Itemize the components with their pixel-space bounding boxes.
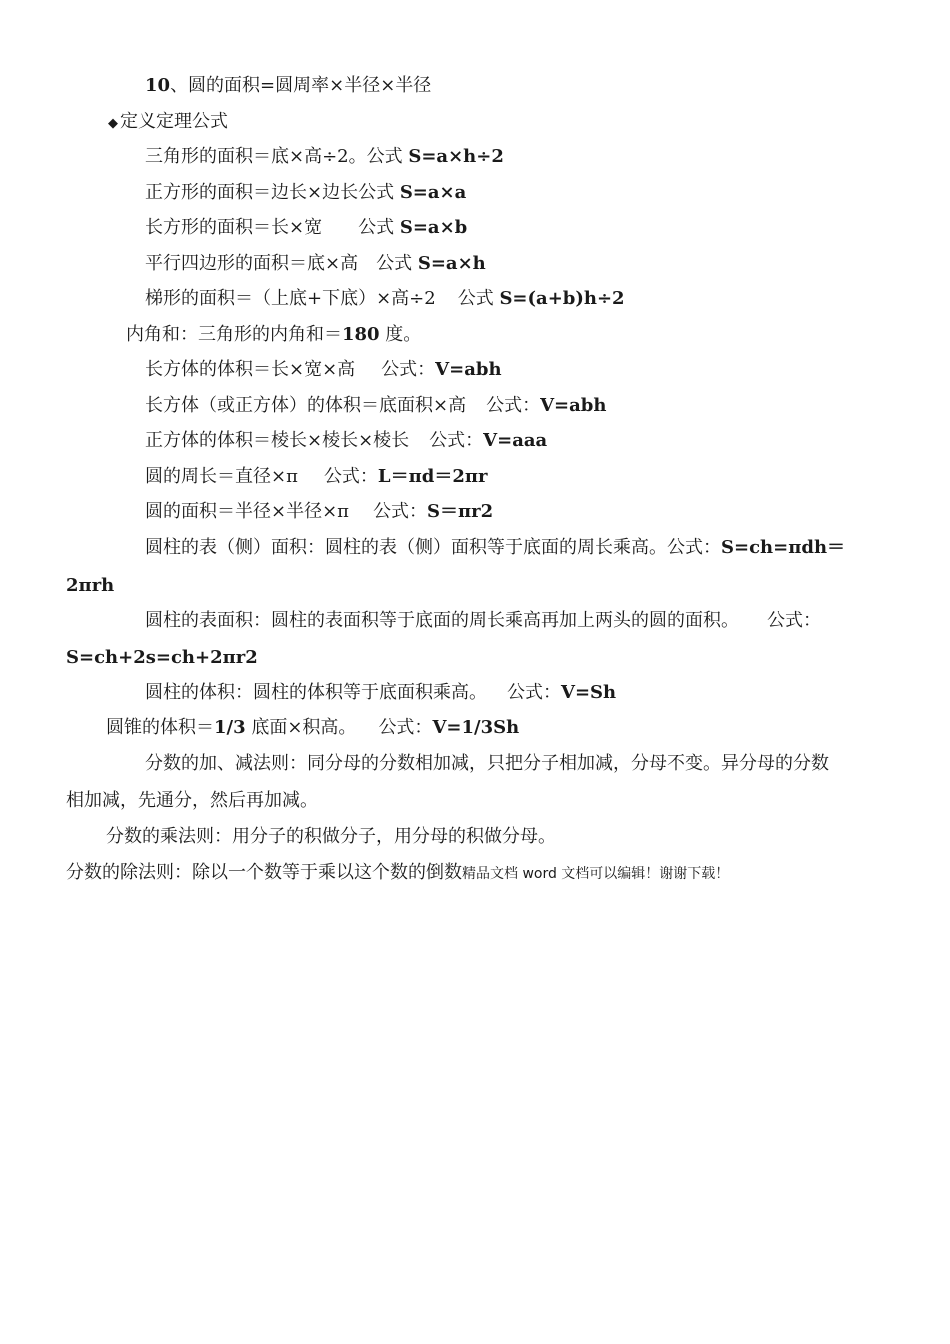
- circumference-text: 圆的周长＝直径×π: [145, 466, 298, 487]
- rectangle-label: 公式: [358, 217, 400, 238]
- cone-text: 圆锥的体积＝: [106, 717, 214, 738]
- cylinder-volume: [145, 681, 616, 705]
- triangle-formula: S=a×h÷2: [408, 146, 504, 167]
- cuboid-or-cube-text: 长方体（或正方体）的体积＝底面积×高: [145, 395, 467, 416]
- circle-area-formula: S＝πr2: [427, 501, 494, 522]
- fraction-add-rule-cont: 相加减，先通分，然后再加减。: [66, 790, 318, 811]
- rectangle-formula: S=a×b: [399, 217, 468, 238]
- rectangle-area: [145, 216, 467, 240]
- cylinder-lateral-text: 圆柱的表（侧）面积：圆柱的表（侧）面积等于底面的周长乘高。公式：: [145, 537, 721, 558]
- cuboid-formula: V=abh: [435, 359, 502, 380]
- cylinder-lateral-area: [145, 536, 845, 560]
- circle-circumference: [145, 465, 488, 489]
- fraction-divide-rule: [66, 861, 729, 886]
- diamond-bullet-icon: ◆: [108, 116, 118, 131]
- fraction-add-rule: 分数的加、减法则：同分母的分数相加减，只把分子相加减，分母不变。异分母的分数: [145, 753, 829, 774]
- cuboid-or-cube-volume: [145, 394, 606, 418]
- cone-volume: [106, 716, 519, 740]
- cylinder-surface-label: 公式：: [767, 610, 821, 631]
- trapezoid-text: 梯形的面积＝（上底+下底）×高÷2: [145, 288, 436, 309]
- section-title: 定义定理公式: [120, 111, 228, 132]
- cube-text: 正方体的体积＝棱长×棱长×棱长: [145, 430, 410, 451]
- cuboid-label: 公式：: [381, 359, 436, 380]
- parallelogram-label: 公式: [376, 253, 418, 274]
- cylinder-surface-formula: S=ch+2s=ch+2πr2: [66, 647, 258, 668]
- cuboid-volume: [145, 358, 502, 382]
- cylinder-volume-text: 圆柱的体积：圆柱的体积等于底面积乘高。: [145, 682, 487, 703]
- item-number: 10: [145, 75, 171, 96]
- parallelogram-formula: S=a×h: [417, 253, 486, 274]
- parallelogram-text: 平行四边形的面积＝底×高: [145, 253, 359, 274]
- cylinder-volume-label: 公式：: [507, 682, 561, 703]
- cube-formula: V=aaa: [483, 430, 548, 451]
- circumference-formula: L＝πd＝2πr: [377, 466, 488, 487]
- cone-text-2: 底面×积高。: [245, 717, 357, 738]
- rectangle-text: 长方形的面积＝长×宽: [145, 217, 323, 238]
- triangle-text: 三角形的面积＝底×高÷2。公式: [145, 146, 409, 167]
- cylinder-lateral-formula: S=ch=πdh＝: [721, 537, 846, 558]
- cuboid-or-cube-label: 公式：: [486, 395, 541, 416]
- fraction-divide-text: 分数的除法则：除以一个数等于乘以这个数的倒数: [66, 862, 462, 883]
- trapezoid-formula: S=(a+b)h÷2: [499, 288, 625, 309]
- inner-angle-number: 180: [342, 324, 380, 345]
- square-formula: S=a×a: [399, 182, 467, 203]
- cube-label: 公式：: [429, 430, 484, 451]
- cylinder-lateral-formula-cont: 2πrh: [66, 575, 115, 596]
- fraction-multiply-rule: 分数的乘法则：用分子的积做分子，用分母的积做分母。: [106, 826, 556, 847]
- cone-fraction: 1/3: [214, 717, 246, 738]
- cylinder-surface-text: 圆柱的表面积：圆柱的表面积等于底面的周长乘高再加上两头的圆的面积。: [145, 610, 739, 631]
- cone-label: 公式：: [378, 717, 433, 738]
- section-heading: [108, 110, 228, 136]
- circle-area: [145, 500, 493, 524]
- circumference-label: 公式：: [323, 466, 378, 487]
- parallelogram-area: [145, 252, 486, 276]
- download-note: 精品文档 word 文档可以编辑！谢谢下载！: [462, 866, 730, 882]
- cube-volume: [145, 429, 547, 453]
- circle-area-label: 公式：: [373, 501, 427, 522]
- cylinder-surface-area: [145, 609, 821, 633]
- cuboid-text: 长方体的体积＝长×宽×高: [145, 359, 356, 380]
- item-10: [145, 74, 431, 98]
- trapezoid-label: 公式: [457, 288, 500, 309]
- cuboid-or-cube-formula: V=abh: [540, 395, 607, 416]
- inner-angle-unit: 度。: [379, 324, 422, 345]
- item-text: 、圆的面积=圆周率×半径×半径: [170, 75, 432, 96]
- square-area: [145, 181, 466, 205]
- inner-angle-sum: [126, 323, 421, 347]
- circle-area-text: 圆的面积＝半径×半径×π: [145, 501, 349, 522]
- cone-formula: V=1/3Sh: [432, 717, 520, 738]
- square-text: 正方形的面积＝边长×边长公式: [145, 182, 400, 203]
- trapezoid-area: [145, 287, 625, 311]
- inner-angle-text: 内角和：三角形的内角和＝: [126, 324, 342, 345]
- triangle-area: [145, 145, 504, 169]
- cylinder-volume-formula: V=Sh: [561, 682, 617, 703]
